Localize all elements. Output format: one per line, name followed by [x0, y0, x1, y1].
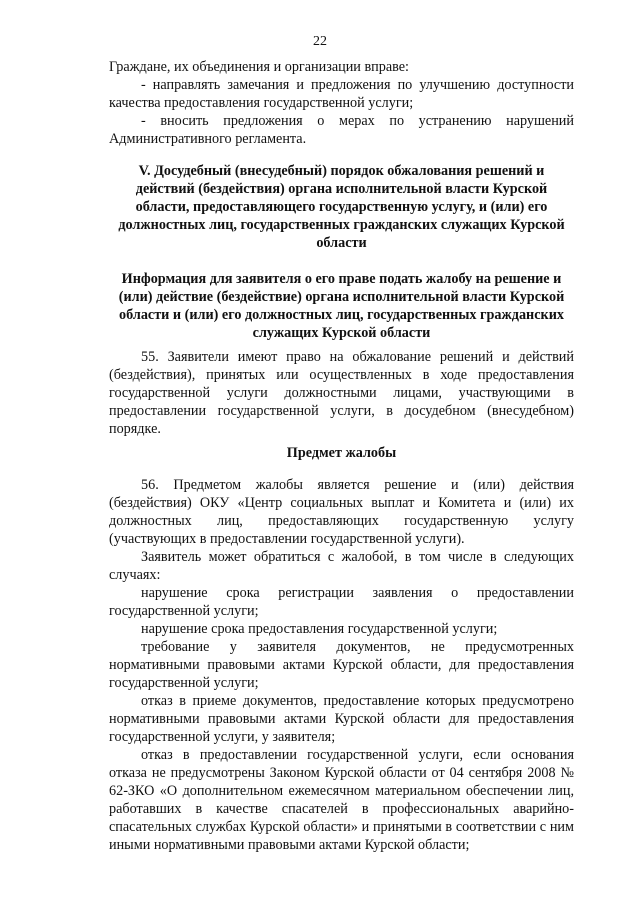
case-item-5: отказ в предоставлении государственной услуги, если основания отказа не предусмотрены Законом Курской области от 04 сентября 2008 № 62-ЗКО «О дополнительном ежемесячном материальном обеспечении лиц, работавших в качестве спасателей в профессиональных аварийно-спасательных службах Курской области» и принятыми в соответствии с ним иными нормативными правовыми актами Курской области;	[109, 747, 574, 853]
document-body	[109, 58, 574, 854]
page-number: 22	[313, 34, 327, 49]
paragraph-55: 55. Заявители имеют право на обжалование решений и действий (бездействия), принятых или осуществленных в ходе предоставления государственной услуги должностными лицами, участвующими в предоставлении государственной услуги, в досудебном (внесудебном) порядке.	[109, 349, 574, 437]
section-heading: V. Досудебный (внесудебный) порядок обжалования решений и действий (бездействия) органа исполнительной власти Курской области, предоставляющего государственную услугу, и (или) его должностных лиц, государственных гражданских служащих Курской области	[118, 163, 565, 251]
subsection-heading: Информация для заявителя о его праве подать жалобу на решение и (или) действие (бездействие) органа исполнительной власти Курской области и (или) его должностных лиц, государственных гражданских служащих Курской области	[118, 271, 565, 341]
intro-paragraph-1: Граждане, их объединения и организации вправе:	[109, 59, 409, 75]
paragraph-56: 56. Предметом жалобы является решение и (или) действия (бездействия) ОКУ «Центр социальных выплат и Комитета и (или) их должностных лиц, предоставляющих государственную услугу (участвующих в предоставлении государственной услуги).	[109, 477, 574, 547]
case-item-2: нарушение срока предоставления государственной услуги;	[141, 621, 498, 637]
case-item-3: требование у заявителя документов, не предусмотренных нормативными правовыми актами Курской области, для предоставления государственной услуги;	[109, 639, 574, 691]
subject-heading: Предмет жалобы	[286, 445, 397, 461]
intro-paragraph-2: - направлять замечания и предложения по улучшению доступности качества предоставления государственной услуги;	[109, 77, 574, 111]
intro-paragraph-3: - вносить предложения о мерах по устранению нарушений Административного регламента.	[109, 113, 574, 147]
case-item-1: нарушение срока регистрации заявления о предоставлении государственной услуги;	[109, 585, 574, 619]
paragraph-56-cases-intro: Заявитель может обратиться с жалобой, в том числе в следующих случаях:	[109, 549, 574, 583]
case-item-4: отказ в приеме документов, предоставление которых предусмотрено нормативными правовыми актами Курской области для предоставления государственной услуги, у заявителя;	[109, 693, 574, 745]
